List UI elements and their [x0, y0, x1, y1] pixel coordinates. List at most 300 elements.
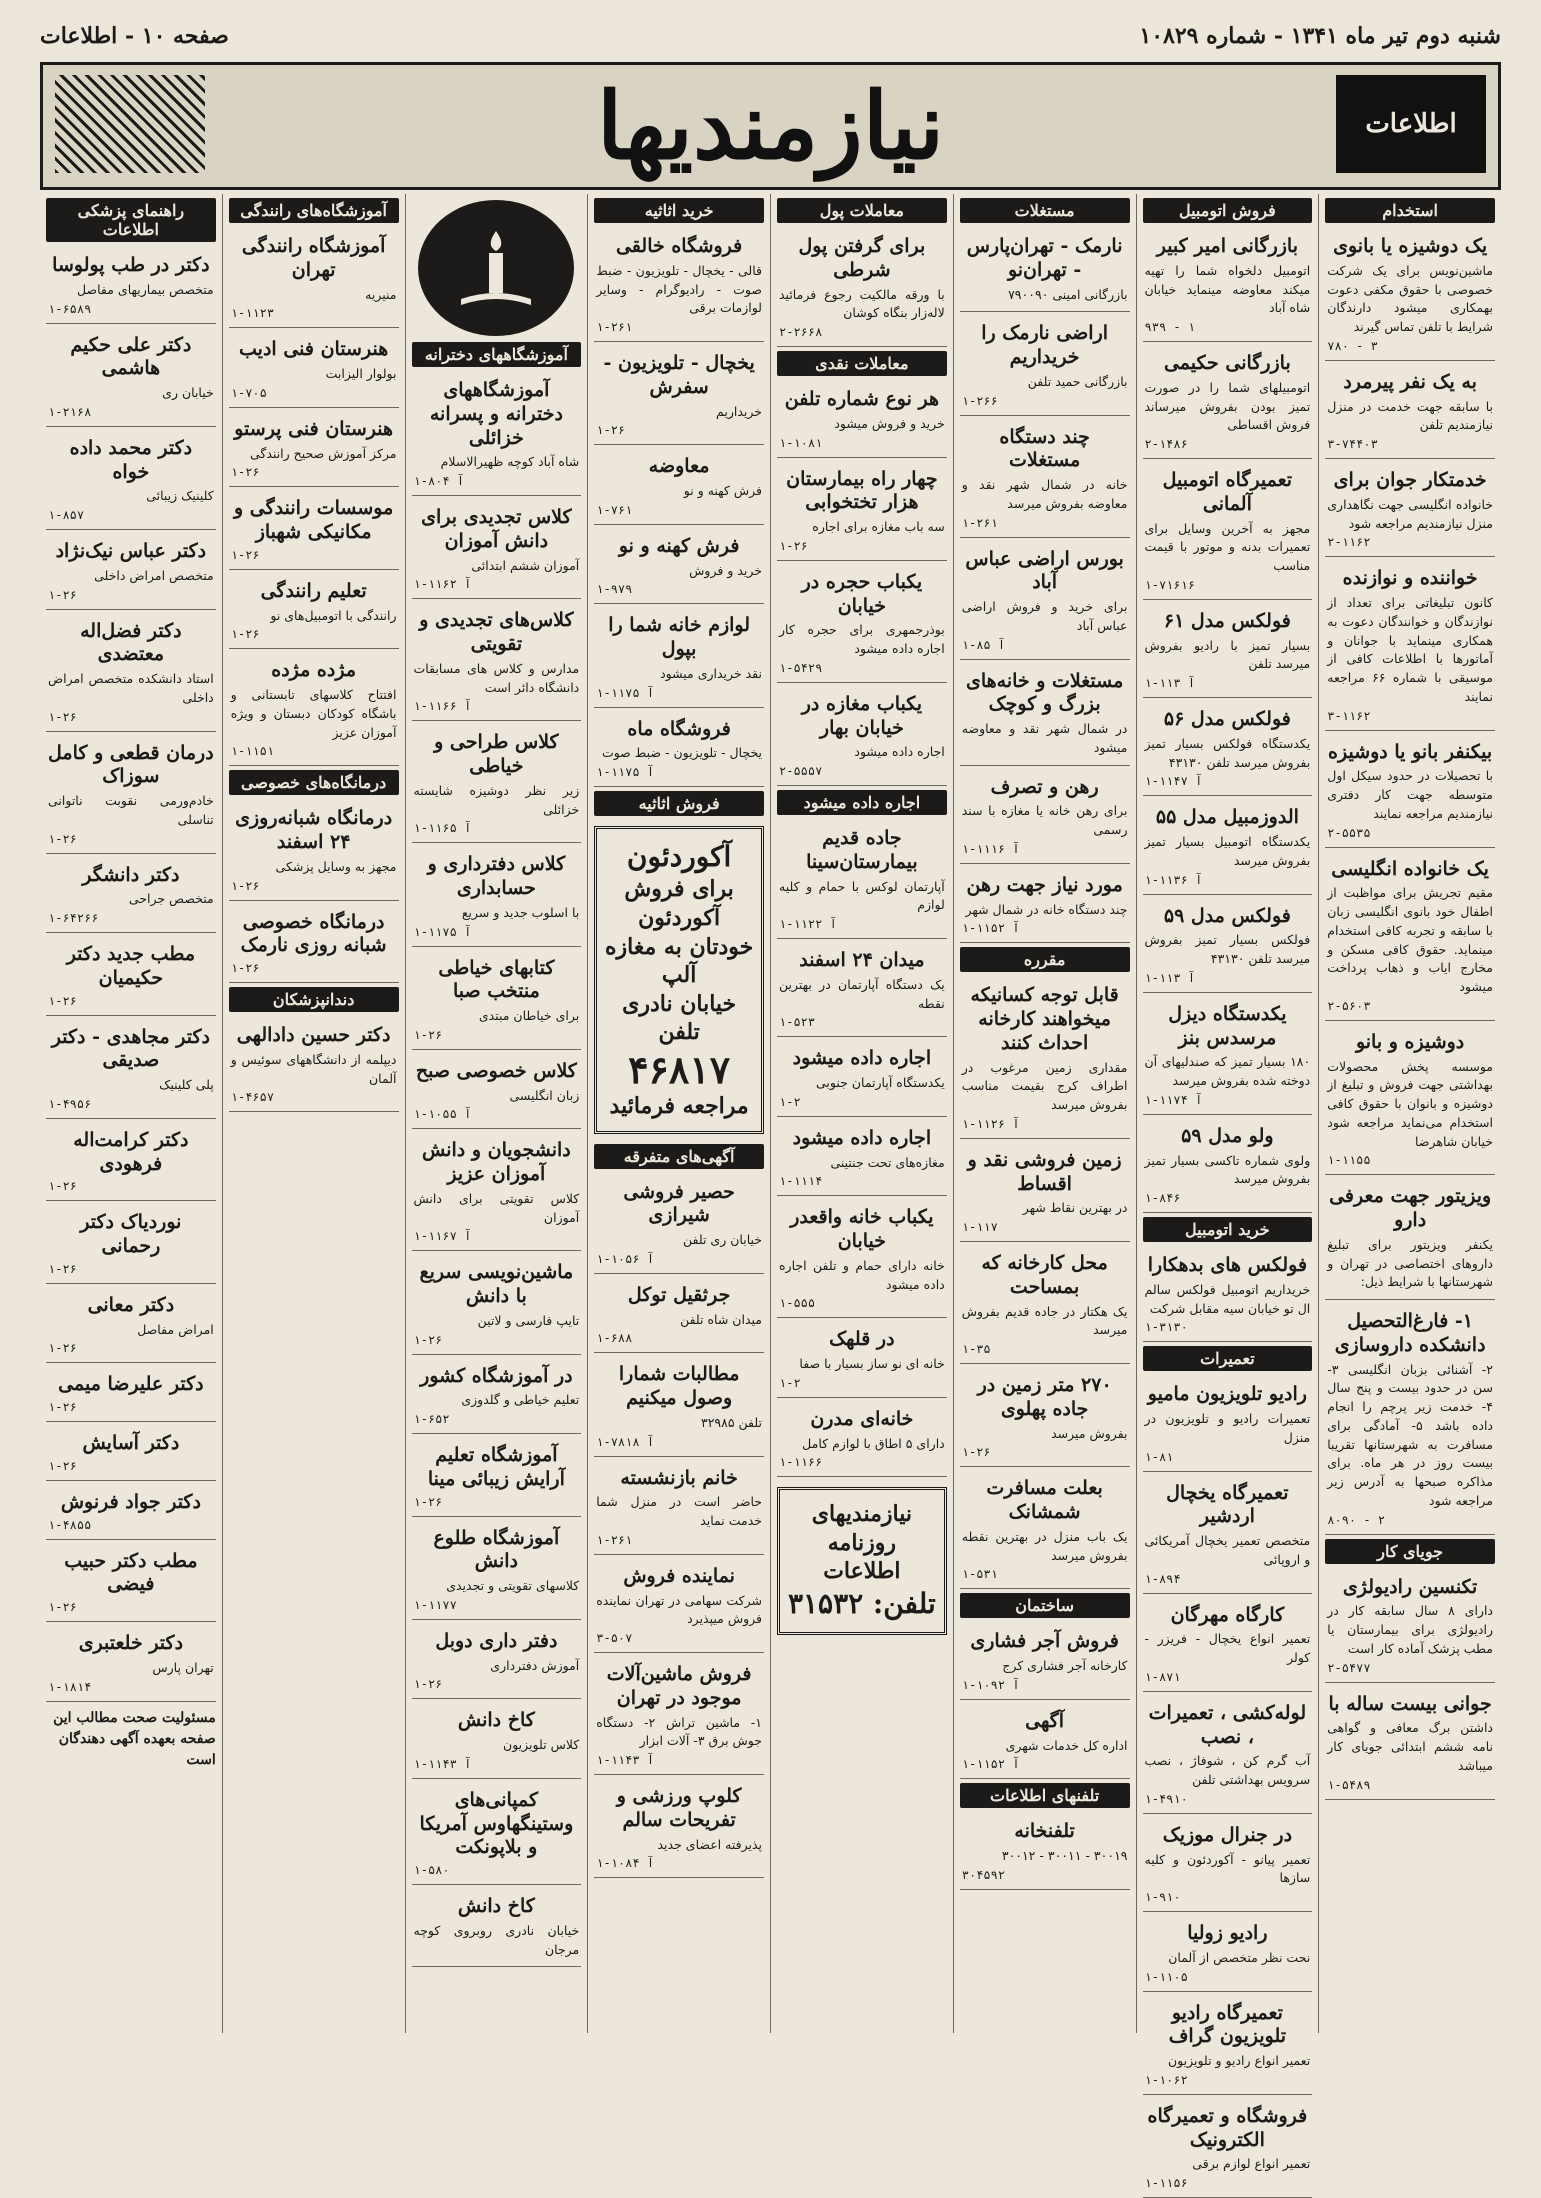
ad-code: ۱-۲۶۶ — [961, 393, 998, 408]
ad-code: ۱-۲۶ — [230, 878, 260, 893]
ad-body: سه باب مغازه برای اجاره — [812, 519, 945, 534]
ad-code: ۱-۱۱۵۵ — [1327, 1153, 1371, 1168]
ad-code: ۱-۲۶ — [48, 1341, 77, 1356]
classifieds-phone-box — [777, 1487, 947, 1635]
ad-body: یکدستگاه فولکس بسیار تمیز بفروش میرسد تلفن ۴۳۱۳۰ — [1144, 735, 1311, 770]
ad-code: ۸۰۹۰ - ۲ — [1327, 1512, 1386, 1527]
classified-ad — [1143, 1996, 1313, 2095]
ad-headline: درمانگاه شبانه‌روزی ۲۴ اسفند — [235, 807, 393, 853]
ad-code: ۱-۲۶ — [230, 465, 260, 480]
classified-ad — [594, 1357, 764, 1456]
classified-ad — [777, 1402, 947, 1478]
ad-code: ۱-۱۱۷۴ آ — [1144, 1092, 1203, 1107]
classified-ad — [46, 736, 216, 854]
ad-headline: محل کارخانه که بمساحت — [981, 1252, 1108, 1298]
ad-headline: مورد نیاز جهت رهن — [966, 873, 1123, 896]
ad-headline: آموزشگاههای دخترانه و پسرانه خزائلی — [429, 379, 563, 449]
ad-code: ۱-۲۶ — [230, 547, 260, 562]
classified-ad — [777, 687, 947, 786]
ad-code: ۳-۵۰۷ — [596, 1631, 633, 1646]
ad-headline: میدان ۲۴ اسفند — [799, 949, 925, 971]
classified-ad — [46, 858, 216, 934]
ad-headline: رادیو زولیا — [1187, 1922, 1268, 1944]
classified-ad — [960, 542, 1130, 660]
ad-headline: فولکس مدل ۵۹ — [1163, 904, 1291, 927]
ad-headline: دکتر آسایش — [82, 1432, 180, 1454]
section-heading: فروش اتومبیل — [1143, 198, 1313, 223]
classified-ad — [46, 1288, 216, 1364]
ad-code: ۱-۸۹۴ — [1144, 1571, 1181, 1586]
ad-code: ۱-۱۱۲۲ آ — [779, 917, 837, 931]
column-6 — [405, 194, 588, 2033]
ad-headline: مطب دکتر حبیب فیضی — [64, 1549, 198, 1596]
ad-headline: ولو مدل ۵۹ — [1181, 1124, 1274, 1147]
ad-headline: اجاره داده میشود — [792, 1047, 932, 1070]
ad-body: امراض مفاصل — [137, 1321, 214, 1337]
classified-ad — [777, 462, 947, 561]
ad-headline: دکتر محمد داده خواه — [69, 436, 193, 483]
ad-headline: دکتر عباس نیک‌نژاد — [55, 540, 207, 562]
ad-headline: بیکنفر بانو یا دوشیزه — [1328, 740, 1493, 763]
ad-body: خرید و فروش میشود — [834, 415, 945, 431]
ad-code: ۱-۸۵ آ — [961, 637, 1006, 652]
ad-body: منیریه — [365, 286, 397, 302]
classified-ad — [46, 1485, 216, 1540]
classified-ad — [777, 1322, 947, 1398]
section-heading: مستغلات — [960, 198, 1130, 223]
ad-headline: تعمیرگاه یخچال اردشیر — [1166, 1481, 1289, 1528]
ad-body: کلاس تقویتی برای دانش آموزان — [413, 1190, 580, 1225]
ad-headline: کاخ دانش — [457, 1709, 535, 1732]
ad-body: تعلیم خیاطی و گلدوزی — [461, 1392, 580, 1408]
ad-code: ۲-۵۴۷۷ — [1327, 1660, 1371, 1675]
ad-headline: فروشگاه ماه — [627, 717, 731, 740]
column-1 — [1318, 194, 1501, 2033]
classified-ad — [229, 905, 399, 984]
ad-code: ۱-۱۱۶۶ آ — [413, 699, 472, 714]
ad-body: آپارتمان لوکس با حمام و کلیه لوازم — [779, 878, 945, 913]
ad-code: ۱-۸۱ — [1144, 1449, 1174, 1464]
ad-code: ۱-۲۶۱ — [961, 515, 998, 530]
ad-headline: تکنسین رادیولژی — [1342, 1575, 1478, 1598]
ad-body: متخصص امراض داخلی — [94, 567, 214, 583]
ad-code: ۱-۱۱۷۷ — [413, 1597, 457, 1612]
classified-ad — [46, 1123, 216, 1202]
ad-code: ۱-۲۶ — [230, 627, 260, 642]
ad-code: ۱-۱۱۶۶ — [779, 1455, 823, 1470]
ad-code: ۱-۱۱۶۷ آ — [413, 1229, 472, 1244]
ad-headline: فولکس مدل ۵۶ — [1163, 708, 1291, 730]
ad-headline: مستغلات و خانه‌های بزرگ و کوچک — [965, 669, 1124, 716]
ad-code: ۱-۴۹۱۰ — [1144, 1791, 1188, 1806]
ad-code: ۱-۲۶ — [596, 423, 626, 438]
ad-body: مقیم تجریش برای مواظبت از اطفال خود بانوی انگلیسی زبان با سابقه و تجربه کافی استخدام مینماید. حقوق کافی مسکن و مخارج ایاب و ذهاب پرداخت میشود — [1327, 885, 1493, 994]
ad-headline: دکتر علیرضا میمی — [58, 1373, 204, 1396]
ad-code: ۱-۳۵ — [961, 1342, 991, 1356]
ad-code: ۱-۲۶ — [48, 831, 77, 846]
masthead-title: نیازمندیها — [596, 72, 945, 180]
classified-ad — [1325, 365, 1495, 459]
ad-code: ۱-۷۸۱۸ آ — [596, 1434, 655, 1449]
ad-headline: درمانگاه خصوصی شبانه روزی نارمک — [240, 910, 387, 957]
classified-ad — [229, 332, 399, 408]
ad-body: موسسه پخش محصولات بهداشتی جهت فروش و تبلیغ از دوشیزه و بانوان با حقوق کافی استخدام می‌نماید مراجعه شود خیابان شاهرضا — [1327, 1058, 1493, 1149]
ad-headline: خدمتکار جوان برای — [1333, 469, 1487, 491]
classified-ad — [1143, 702, 1313, 796]
section-heading: آگهی‌های متفرقه — [594, 1144, 764, 1169]
ad-code: ۱-۱۱۱۴ — [779, 1174, 823, 1189]
ad-body: یک هکتار در جاده قدیم بفروش میرسد — [961, 1303, 1128, 1338]
section-heading: معاملات پول — [777, 198, 947, 223]
ad-body: مجهز به وسایل پزشکی — [275, 858, 397, 874]
classified-ad — [412, 500, 582, 599]
ad-headline: چهار راه بیمارستان هزار تختخوابی — [786, 467, 938, 514]
ad-headline: موسسات رانندگی و مکانیکی شهباز — [233, 497, 394, 543]
ad-body: بسیار تمیز با رادیو بفروش میرسد تلفن — [1144, 637, 1311, 672]
ad-body: زیر نظر دوشیزه شایسته خزائلی — [413, 782, 580, 817]
classified-ad — [1143, 1696, 1313, 1814]
classified-ad — [960, 978, 1130, 1139]
ad-code: ۱-۲۶ — [961, 1445, 991, 1460]
ad-headline: جاده قدیم بیمارستان‌سینا — [806, 827, 918, 873]
ad-headline: در قلهک — [829, 1328, 895, 1351]
ad-code: ۱-۱۱۷۵ آ — [596, 765, 655, 779]
classified-ad — [229, 574, 399, 650]
ad-body: تعمیر انواع لوازم برقی — [1192, 2156, 1311, 2172]
classified-ad — [594, 529, 764, 605]
section-heading: معاملات نقدی — [777, 351, 947, 376]
classified-ad — [46, 937, 216, 1016]
ad-code: ۱-۹۷۹ — [596, 582, 633, 597]
classified-ad — [46, 614, 216, 732]
ad-headline: به یک نفر پیرمرد — [1343, 370, 1477, 393]
classified-ad — [777, 565, 947, 683]
ad-headline: دکتر معانی — [87, 1293, 175, 1316]
ad-headline: کلاس طراحی و خیاطی — [434, 731, 559, 777]
ad-headline: هر نوع شماره تلفن — [784, 388, 939, 410]
ad-headline: تعلیم رانندگی — [260, 579, 367, 602]
ad-headline: فولکس مدل ۶۱ — [1163, 609, 1291, 632]
ad-headline: آموزشگاه طلوع دانش — [433, 1526, 560, 1573]
ad-body: کلاسهای تقویتی و تجدیدی — [446, 1578, 580, 1593]
section-heading: اجاره داده میشود — [777, 790, 947, 815]
ad-code: ۱-۱۱۳ آ — [1144, 970, 1196, 985]
classified-ad — [46, 1544, 216, 1623]
box-line: روزنامه اطلاعات — [823, 1529, 901, 1585]
classified-ad — [46, 1367, 216, 1422]
classified-ad — [1325, 463, 1495, 557]
ad-code: ۱-۱۱۶۲ آ — [413, 577, 472, 592]
classified-ad — [1325, 229, 1495, 361]
ad-code: ۱-۵۳۱ — [961, 1567, 998, 1582]
ad-code: ۱-۴۹۵۶ — [48, 1096, 92, 1111]
classified-ad — [777, 1200, 947, 1318]
column-2 — [1136, 194, 1319, 2190]
ad-body: آب گرم کن ، شوفاژ ، نصب سرویس بهداشتی تلفن — [1144, 1753, 1311, 1787]
classified-ad — [1143, 1818, 1313, 1912]
ad-headline: جرثقیل توکل — [627, 1283, 731, 1306]
classified-ad — [412, 1703, 582, 1779]
ad-body: اجاره داده میشود — [854, 744, 945, 760]
classified-ad — [1325, 735, 1495, 848]
ad-code: ۱-۶۸۸ — [596, 1331, 633, 1346]
ad-code: ۱-۱۱۳ آ — [1144, 676, 1196, 690]
ad-headline: کلاس خصوصی صبح — [415, 1059, 577, 1082]
ad-headline: کاخ دانش — [457, 1895, 535, 1917]
ad-body: تلفن ۳۲۹۸۵ — [700, 1414, 762, 1430]
column-4 — [770, 194, 953, 2033]
ad-headline: دکتر خلعتبری — [78, 1632, 184, 1654]
ad-body: برای رهن خانه یا مغازه با سند رسمی — [961, 803, 1128, 837]
classified-ad — [960, 229, 1130, 312]
ad-code: ۱-۲۶۱ — [596, 1532, 633, 1547]
ad-code: ۱-۸۵۷ — [48, 508, 85, 522]
ad-body: نحت نظر متخصص از آلمان — [1168, 1949, 1311, 1965]
ad-code: ۱-۱۱۶۵ آ — [413, 821, 472, 836]
section-heading: ساختمان — [960, 1593, 1130, 1618]
ad-code: ۲-۱۴۸۶ — [1144, 437, 1188, 451]
ad-headline: آگهی — [1025, 1709, 1065, 1732]
ad-headline: خواننده و نوازنده — [1342, 567, 1478, 590]
ad-code: ۱-۳۱۳۰ — [1144, 1320, 1188, 1335]
classified-ad — [1325, 1025, 1495, 1176]
ad-body: ۱- ماشین تراش ۲- دستگاه جوش برق ۳- آلات ابزار — [596, 1714, 762, 1749]
classified-ad — [412, 1783, 582, 1885]
ad-body: برای خرید و فروش اراضی عباس آباد — [961, 599, 1128, 633]
ad-code: ۱-۶۵۲ — [413, 1412, 450, 1426]
masthead-pattern — [55, 75, 205, 173]
classified-ad — [46, 1626, 216, 1702]
classified-ad — [777, 1121, 947, 1197]
ad-code: ۱-۱۱۵۶ — [1144, 2176, 1188, 2190]
classified-ad — [412, 603, 582, 721]
classified-ad — [1325, 852, 1495, 1021]
ad-code: ۱-۱۱۰۵ — [1144, 1969, 1188, 1984]
ad-body: تعمیر انواع رادیو و تلویزیون — [1167, 2053, 1311, 2068]
ad-code: ۱-۲۱۶۸ — [48, 404, 92, 419]
ad-headline: حصیر فروشی شیرازی — [623, 1180, 735, 1227]
ad-code: ۱-۴۶۵۷ — [230, 1090, 275, 1105]
ad-body: حاضر است در منزل شما خدمت نماید — [596, 1494, 762, 1529]
promo-line: آکوردئون — [626, 840, 732, 873]
classified-ad — [412, 373, 582, 496]
ad-code: ۱-۵۴۸۹ — [1327, 1777, 1371, 1792]
ad-body: یک باب منزل در بهترین نقطه بفروش میرسد — [961, 1528, 1128, 1563]
ad-headline: لوله‌کشی ، تعمیرات ، نصب — [1148, 1701, 1307, 1748]
ad-headline: هنرستان فنی پرستو — [234, 417, 393, 440]
ad-code: ۱-۵۵۵ — [779, 1296, 816, 1311]
ad-code: ۱-۲ — [779, 1094, 801, 1109]
classified-ad — [412, 951, 582, 1050]
section-heading: درمانگاه‌های خصوصی — [229, 770, 399, 795]
ad-code: ۱-۲۶ — [48, 1179, 77, 1194]
classified-ad — [46, 1426, 216, 1481]
ad-code: ۱-۱۱۱۶ آ — [961, 841, 1020, 856]
ad-code: ۱-۴۸۵۵ — [48, 1517, 92, 1532]
ad-headline: رادیو تلویزیون مامیو — [1147, 1383, 1307, 1406]
classified-ad — [960, 1368, 1130, 1467]
ad-code: ۱-۱۱۴۳ آ — [596, 1753, 655, 1768]
ad-body: نقد خریداری میشود — [660, 665, 762, 681]
ad-body: تهران پارس — [152, 1659, 214, 1675]
column-7 — [222, 194, 405, 2033]
ad-code: ۱-۱۱۲۶ آ — [961, 1116, 1020, 1131]
ad-body: کانون تبلیغاتی برای تعداد از نوازندگان و خوانندگان دعوت به همکاری مینماید با جوانان و آماتورها با اطلاعات کافی از موسیقی با شماره ۶۶ مراجعه نمایند — [1327, 595, 1493, 704]
ad-code: ۱-۲۶ — [413, 1027, 443, 1042]
ad-headline: اجاره داده میشود — [792, 1126, 932, 1149]
ad-body: میدان شاه تلفن — [680, 1311, 762, 1327]
classified-ad — [1143, 346, 1313, 459]
ad-headline: کتابهای خیاطی منتخب صبا — [438, 956, 555, 1003]
ad-headline: مژده مژده — [271, 659, 357, 682]
ad-code: ۱-۲۶ — [48, 1458, 77, 1473]
ad-headline: نماینده فروش — [623, 1564, 735, 1587]
classified-ad — [594, 1175, 764, 1274]
ad-headline: دکتر حسین دادالهی — [236, 1024, 391, 1046]
section-heading: خرید اتومبیل — [1143, 1217, 1313, 1242]
ad-headline: کلاس دفترداری و حسابداری — [427, 853, 566, 899]
accordion-promo — [594, 826, 764, 1134]
page-header-strip — [40, 10, 1501, 62]
ad-body: تعمیر انواع یخچال - فریزر - کولر — [1144, 1631, 1311, 1665]
classified-ad — [594, 1461, 764, 1555]
ad-headline: یخچال - تلویزیون - سفرش — [603, 352, 755, 398]
ad-body: خیابان ری — [162, 385, 214, 400]
ad-body: مغازه‌های تحت جنتینی — [830, 1154, 945, 1170]
promo-phone: ۴۶۸۱۷ — [628, 1046, 731, 1092]
classified-ad — [594, 346, 764, 445]
ad-headline: فولکس های بدهکارا — [1147, 1254, 1308, 1276]
column-5 — [587, 194, 770, 2033]
classified-ad — [594, 1657, 764, 1775]
ad-body: پذیرفته اعضای جدید — [657, 1836, 762, 1852]
ad-headline: یکدستگاه دیزل مرسدس بنز — [1168, 1002, 1287, 1049]
ad-body: اداره کل خدمات شهری — [1005, 1737, 1128, 1753]
ad-code: ۱-۲۶ — [413, 1494, 443, 1509]
ad-body: مدارس و کلاس های مسابقات دانشگاه دائر است — [413, 660, 580, 695]
classified-ad — [1143, 463, 1313, 600]
ad-code: ۱-۱۰۶۲ — [1144, 2072, 1188, 2087]
classified-ad — [229, 653, 399, 766]
classified-ad — [594, 229, 764, 342]
classified-ad — [46, 1205, 216, 1284]
ad-headline: یکباب حجره در خیابان — [801, 570, 923, 617]
ad-body: کارخانه آجر فشاری کرج — [1002, 1658, 1128, 1673]
ad-body: متخصص بیماریهای مفاصل — [77, 281, 214, 297]
classified-ad — [412, 1521, 582, 1620]
ad-code: ۱-۹۱۰ — [1144, 1890, 1181, 1904]
ad-code: ۱-۲۶ — [48, 1400, 77, 1414]
ad-body: ماشین‌نویس برای یک شرکت خصوصی با حقوق مکفی دعوت بهمکاری میشود دارندگان شرایط با تلفن تماس گیرند — [1327, 262, 1493, 334]
ad-body: مجهز به آخرین وسایل برای تعمیرات بدنه و موتور با قیمت مناسب — [1144, 520, 1311, 573]
ad-code: ۱-۲۶ — [48, 993, 77, 1008]
classified-ad — [777, 1041, 947, 1117]
promo-line: خیابان نادری تلفن — [622, 990, 737, 1046]
classified-ad — [960, 1143, 1130, 1242]
classified-ad — [960, 868, 1130, 944]
ad-code: ۱-۵۴۲۹ — [779, 660, 823, 675]
section-heading: فروش اثاثیه — [594, 791, 764, 816]
classified-ad — [1143, 2099, 1313, 2198]
ad-headline: مطب جدید دکتر حکیمیان — [66, 943, 196, 989]
ad-code: ۱-۱۸۱۴ — [48, 1679, 92, 1694]
ad-code: ۱-۱۱۷۵ آ — [413, 924, 472, 939]
classified-ad — [229, 229, 399, 328]
ad-headline: نارمک - تهران‌پارس - تهران‌نو — [966, 235, 1123, 281]
ad-headline: درمان قطعی و کامل سوزاک — [48, 741, 214, 788]
ad-body: مرکز آموزش صحیح رانندگی — [250, 445, 397, 461]
column-8 — [40, 194, 222, 2033]
ad-headline: فرش کهنه و نو — [618, 534, 740, 557]
ad-body: آموزش دفترداری — [490, 1657, 580, 1673]
section-heading: دندانپزشکان — [229, 987, 399, 1012]
ad-body: چند دستگاه خانه در شمال شهر — [965, 901, 1128, 917]
ad-headline: بازرگانی امیر کبیر — [1156, 235, 1299, 257]
ad-headline: یک خانواده انگلیسی — [1331, 857, 1489, 880]
ad-headline: ۲۷۰ متر زمین در جاده پهلوی — [977, 1374, 1112, 1420]
section-heading: آموزشگاه‌های رانندگی — [229, 198, 399, 223]
classified-ad — [1143, 1598, 1313, 1692]
ad-headline: لوازم خانه شما را بپول — [608, 614, 751, 660]
ad-body: افتتاح کلاسهای تابستانی و باشگاه کودکان دبستان و ویژه آموزان عزیز — [230, 687, 397, 740]
ad-headline: کمپانی‌های وستینگهاوس آمریکا و بلاپونکت — [419, 1788, 574, 1859]
ad-body: خانه در شمال شهر نقد و معاوضه بفروش میرسد — [961, 477, 1128, 511]
ad-headline: آموزشگاه تعلیم آرایش زیبائی مینا — [427, 1444, 565, 1490]
footer-note: مسئولیت صحت مطالب این صفحه بعهده آگهی دهندگان است — [53, 1709, 216, 1768]
classified-ad — [412, 725, 582, 843]
classified-ad — [46, 534, 216, 610]
ad-body: با اسلوب جدید و سریع — [461, 904, 580, 920]
ad-headline: ۱- فارغ‌التحصیل دانشکده داروسازی — [1334, 1310, 1486, 1356]
classified-ad — [46, 328, 216, 427]
ad-body: خانه ای نو ساز بسیار با صفا — [799, 1356, 945, 1371]
ad-headline: یکباب خانه واقعدر خیابان — [790, 1206, 934, 1252]
ad-body: ۲- آشنائی بزبان انگلیسی ۳- سن در حدود بیست و پنج سال ۴- خدمت زیر پرچم را انجام داده باشد ۵- آمادگی برای مسافرت به شهرستانها تقریبا بیست روز در هر ماه. برای مذاکره صبحها به آدرس زیر مراجعه شود — [1327, 1361, 1493, 1508]
ad-headline: قابل توجه کسانیکه میخواهند کارخانه احداث کنند — [970, 984, 1119, 1054]
ad-code: ۱-۵۸۰ — [413, 1863, 450, 1877]
classified-ad — [1143, 1119, 1313, 1213]
ad-headline: دکتر فضل‌اله معتضدی — [80, 619, 182, 666]
ad-body: با تحصیلات در حدود سیکل اول متوسطه جهت کار دفتری نیازمندیم مراجعه نمایند — [1327, 768, 1493, 821]
ad-headline: بازرگانی حکیمی — [1163, 352, 1291, 374]
classified-ad — [1143, 229, 1313, 342]
masthead-logo: اطلاعات — [1336, 75, 1486, 173]
section-heading: آموزشگاههای دخترانه — [412, 342, 582, 367]
ad-body: اتومبیل دلخواه شما را تهیه میکند معاوضه مینماید خیابان شاه آباد — [1144, 262, 1311, 316]
classified-ad — [412, 1889, 582, 1967]
ad-code: ۱-۲۶۱ — [596, 320, 633, 334]
ad-body: با ورقه مالکیت رجوع فرمائید لاله‌زار بنگاه کوشان — [779, 286, 945, 321]
classified-ad — [229, 491, 399, 570]
section-heading: جویای کار — [1325, 1539, 1495, 1564]
ad-code: ۱-۱۱۴۳ آ — [413, 1756, 472, 1771]
ad-code: ۲-۵۵۵۷ — [779, 764, 823, 778]
ad-headline: فروشگاه و تعمیرگاه الکترونیک — [1147, 2104, 1308, 2151]
section-heading: مقرره — [960, 947, 1130, 972]
classified-ad — [1325, 561, 1495, 730]
ad-headline: مطالبات شمارا وصول میکنیم — [618, 1363, 740, 1410]
classified-ad — [1143, 1476, 1313, 1594]
ad-body: متخصص تعمیر یخچال آمریکائی و اروپائی — [1144, 1533, 1311, 1567]
ad-body: رانندگی با اتومبیل‌های نو — [270, 607, 397, 623]
ad-body: شرکت سهامی در تهران نماینده فروش میپذیرد — [596, 1592, 762, 1627]
ad-body: ولوی شماره تاکسی بسیار تمیز بفروش میرسد — [1144, 1152, 1311, 1187]
ad-headline: الدوزمبیل مدل ۵۵ — [1155, 806, 1299, 829]
ad-headline: دفتر داری دوبل — [435, 1629, 558, 1652]
classified-ad — [412, 1255, 582, 1354]
ad-code: ۱-۱۱۷ — [961, 1220, 998, 1234]
ad-code: ۱-۲۶ — [48, 1600, 77, 1614]
